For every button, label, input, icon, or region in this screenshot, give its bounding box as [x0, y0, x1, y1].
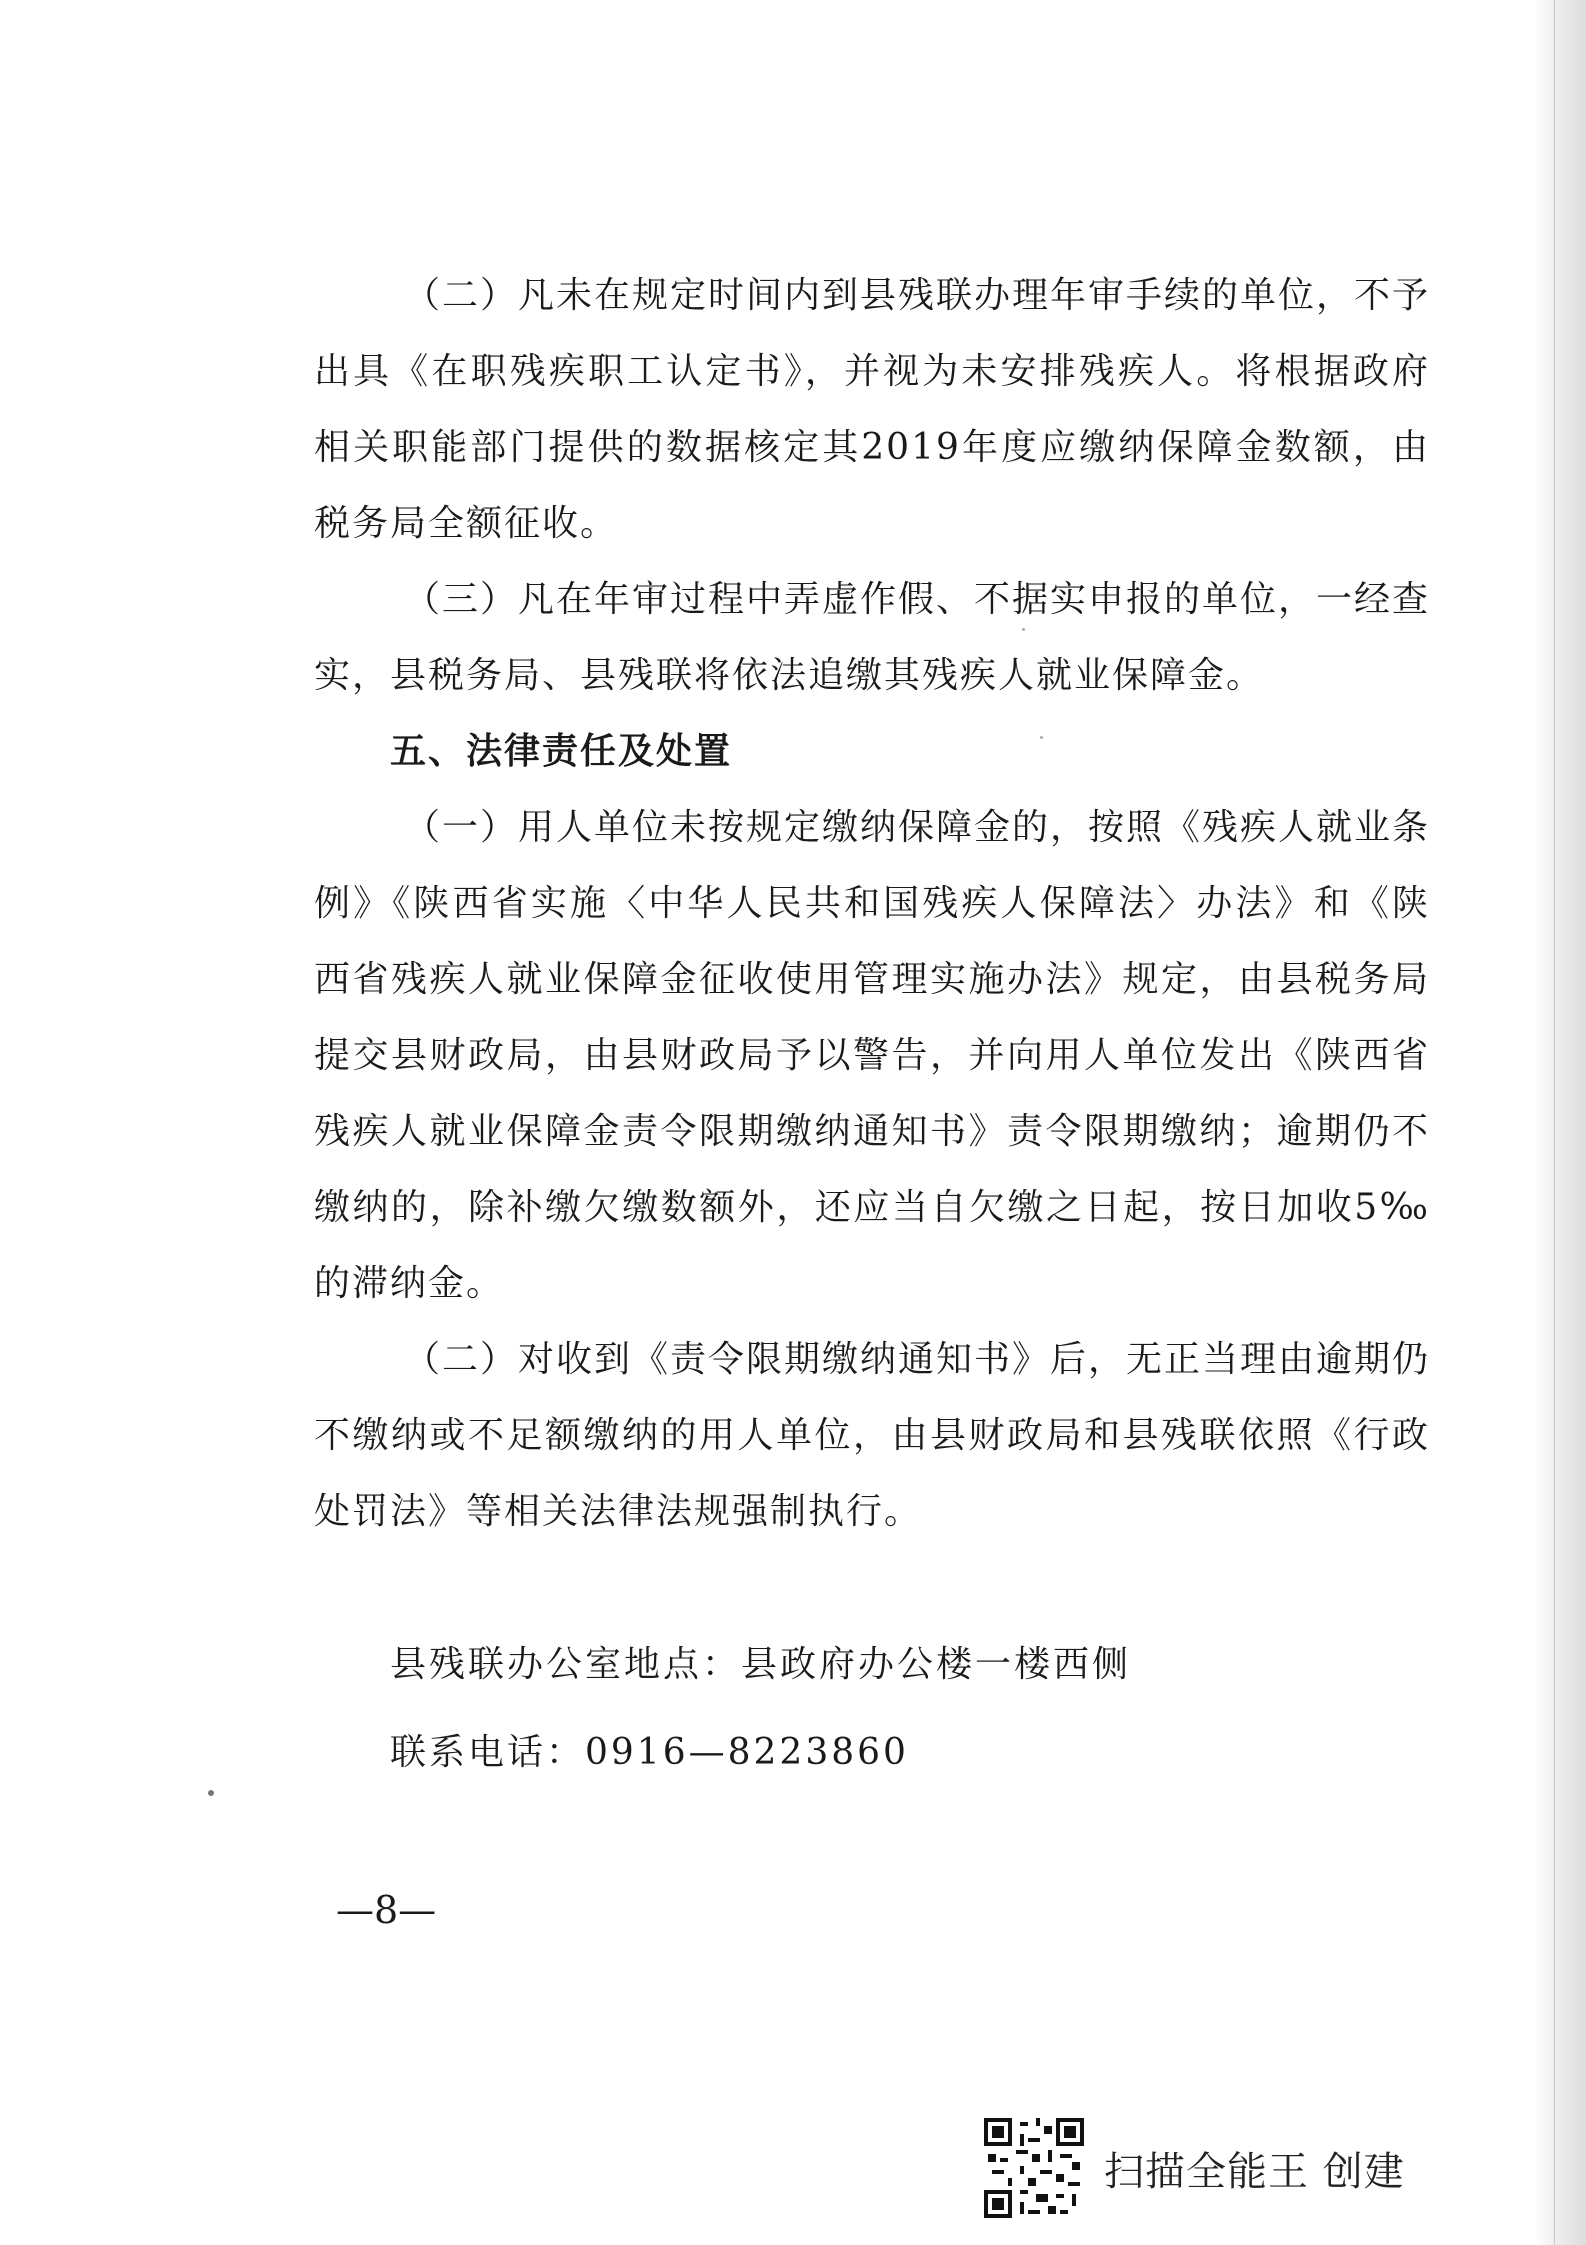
scan-speck [208, 1790, 214, 1796]
scan-page-edge [1534, 0, 1586, 2245]
contact-phone: 联系电话：0916—8223860 [390, 1732, 909, 1773]
scan-speck [1040, 736, 1043, 739]
section-heading-legal-liability: 五、法律责任及处置 [390, 731, 733, 772]
paragraph-false-reporting: （三）凡在年审过程中弄虚作假、不据实申报的单位，一经查实，县税务局、县残联将依法追缴其残疾人就业保障金。 [314, 579, 1431, 696]
qr-code-icon [984, 2118, 1084, 2218]
scan-speck [1022, 628, 1025, 631]
paragraph-enforcement: （二）对收到《责令限期缴纳通知书》后，无正当理由逾期仍不缴纳或不足额缴纳的用人单位，由县财政局和县残联依照《行政处罚法》等相关法律法规强制执行。 [314, 1339, 1431, 1532]
paragraph-annual-review-deadline: （二）凡未在规定时间内到县残联办理年审手续的单位，不予出具《在职残疾职工认定书》，并视为未安排残疾人。将根据政府相关职能部门提供的数据核定其2019年度应缴纳保障金数额，由税务局全额征收。 [314, 275, 1431, 544]
watermark-label: 扫描全能王 创建 [1104, 2148, 1405, 2195]
scanner-watermark [984, 2116, 1405, 2220]
page-number: —8— [336, 1888, 437, 1932]
document-body [314, 258, 1430, 1550]
office-address: 县残联办公室地点：县政府办公楼一楼西侧 [390, 1644, 1132, 1685]
paragraph-late-payment: （一）用人单位未按规定缴纳保障金的，按照《残疾人就业条例》《陕西省实施〈中华人民共和国残疾人保障法〉办法》和《陕西省残疾人就业保障金征收使用管理实施办法》规定，由县税务局提交县财政局，由县财政局予以警告，并向用人单位发出《陕西省残疾人就业保障金责令限期缴纳通知书》责令限期缴纳；逾期仍不缴纳的，除补缴欠缴数额外，还应当自欠缴之日起，按日加收5‰的滞纳金。 [314, 807, 1431, 1304]
